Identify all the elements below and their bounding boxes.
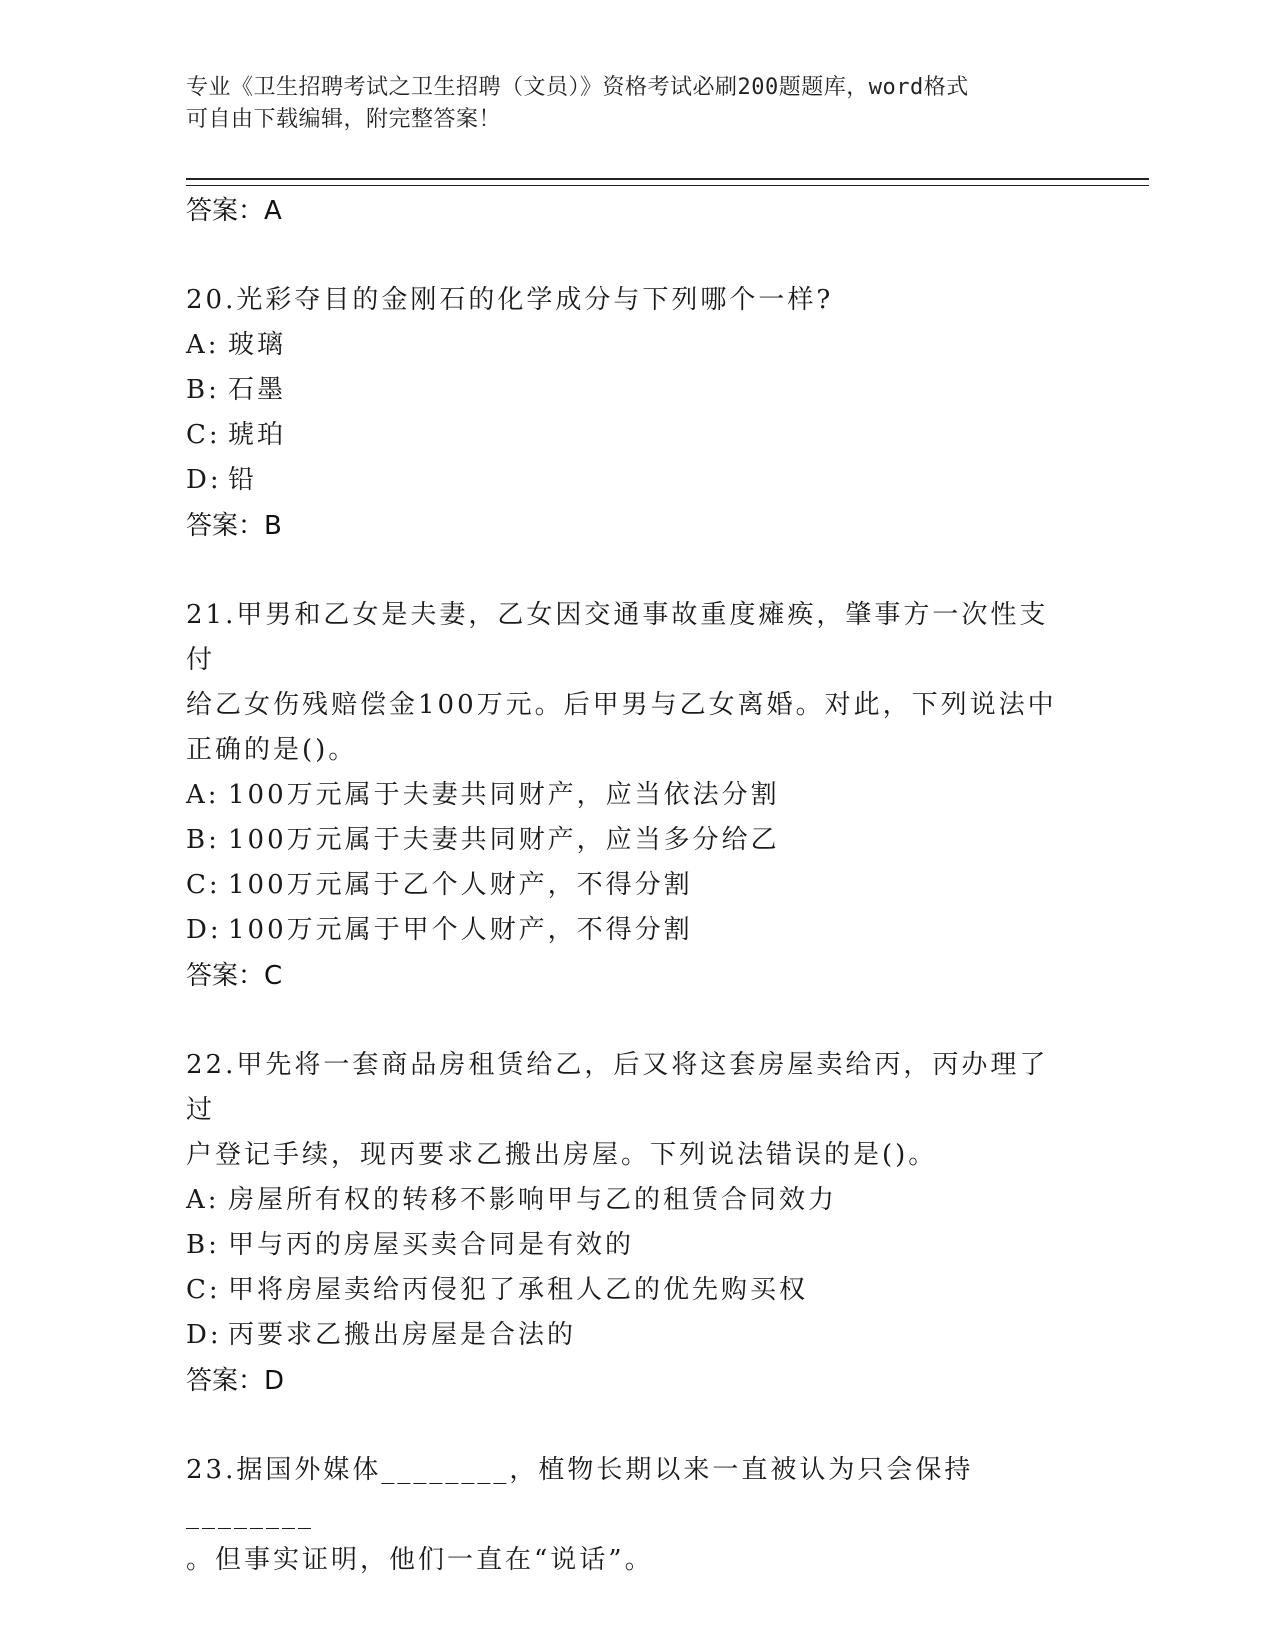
option-d (186, 1313, 1066, 1358)
option-key: A: (186, 780, 220, 810)
option-key: A: (186, 330, 220, 360)
option-text: 甲与丙的房屋买卖合同是有效的 (228, 1230, 635, 1260)
option-text: 丙要求乙搬出房屋是合法的 (228, 1320, 577, 1350)
option-text: 甲将房屋卖给丙侵犯了承租人乙的优先购买权 (228, 1275, 809, 1305)
question-block-21 (186, 593, 1066, 999)
page-header (186, 72, 1046, 136)
question-line: 正确的是()。 (186, 735, 358, 765)
spacer (186, 234, 1066, 278)
option-key: B: (186, 1230, 220, 1260)
option-key: C: (186, 1275, 221, 1305)
option-text: 100万元属于乙个人财产，不得分割 (228, 870, 693, 900)
option-key: A: (186, 1185, 220, 1215)
question-text (186, 278, 1066, 323)
option-a (186, 773, 1066, 818)
question-text (186, 593, 1066, 773)
question-text (186, 1043, 1066, 1178)
option-d (186, 908, 1066, 953)
spacer (186, 999, 1066, 1043)
header-line-2: 可自由下载编辑，附完整答案！ (186, 107, 502, 132)
option-text: 100万元属于夫妻共同财产，应当依法分割 (228, 780, 780, 810)
spacer (186, 549, 1066, 593)
header-line-1: 专业《卫生招聘考试之卫生招聘（文员）》资格考试必刷200题题库，word格式 (186, 75, 969, 100)
option-key: C: (186, 420, 221, 450)
option-c (186, 1268, 1066, 1313)
answer-line: 答案：B (186, 511, 282, 541)
option-text: 100万元属于夫妻共同财产，应当多分给乙 (228, 825, 780, 855)
question-text (186, 1448, 1066, 1583)
option-d (186, 458, 1066, 503)
option-text: 100万元属于甲个人财产，不得分割 (228, 915, 693, 945)
question-line: 20.光彩夺目的金刚石的化学成分与下列哪个一样? (186, 285, 834, 315)
question-block-23 (186, 1448, 1066, 1583)
option-c (186, 863, 1066, 908)
option-text: 房屋所有权的转移不影响甲与乙的租赁合同效力 (228, 1185, 838, 1215)
question-block-22 (186, 1043, 1066, 1404)
option-text: 石墨 (228, 375, 287, 405)
option-text: 玻璃 (228, 330, 287, 360)
option-key: D: (186, 1320, 222, 1350)
option-key: C: (186, 870, 221, 900)
header-divider (186, 178, 1149, 186)
question-line: 21.甲男和乙女是夫妻，乙女因交通事故重度瘫痪，肇事方一次性支付 (186, 600, 1049, 675)
answer-line: 答案：C (186, 961, 283, 991)
answer-line: 答案：A (186, 196, 282, 226)
question-list (186, 188, 1066, 1583)
option-key: B: (186, 825, 220, 855)
question-line: 。但事实证明，他们一直在“说话”。 (186, 1545, 654, 1575)
option-key: D: (186, 915, 222, 945)
question-line: 23.据国外媒体________，植物长期以来一直被认为只会保持________ (186, 1455, 974, 1530)
question-line: 22.甲先将一套商品房租赁给乙，后又将这套房屋卖给丙，丙办理了过 (186, 1050, 1049, 1125)
question-line: 户登记手续，现丙要求乙搬出房屋。下列说法错误的是()。 (186, 1140, 938, 1170)
option-a (186, 323, 1066, 368)
answer-line: 答案：D (186, 1366, 285, 1396)
spacer (186, 1404, 1066, 1448)
option-text: 铅 (228, 465, 258, 495)
option-key: B: (186, 375, 220, 405)
question-line: 给乙女伤残赔偿金100万元。后甲男与乙女离婚。对此，下列说法中 (186, 690, 1057, 720)
option-b (186, 818, 1066, 863)
option-key: D: (186, 465, 222, 495)
option-b (186, 1223, 1066, 1268)
question-block-20 (186, 278, 1066, 549)
option-text: 琥珀 (228, 420, 287, 450)
option-a (186, 1178, 1066, 1223)
option-c (186, 413, 1066, 458)
option-b (186, 368, 1066, 413)
